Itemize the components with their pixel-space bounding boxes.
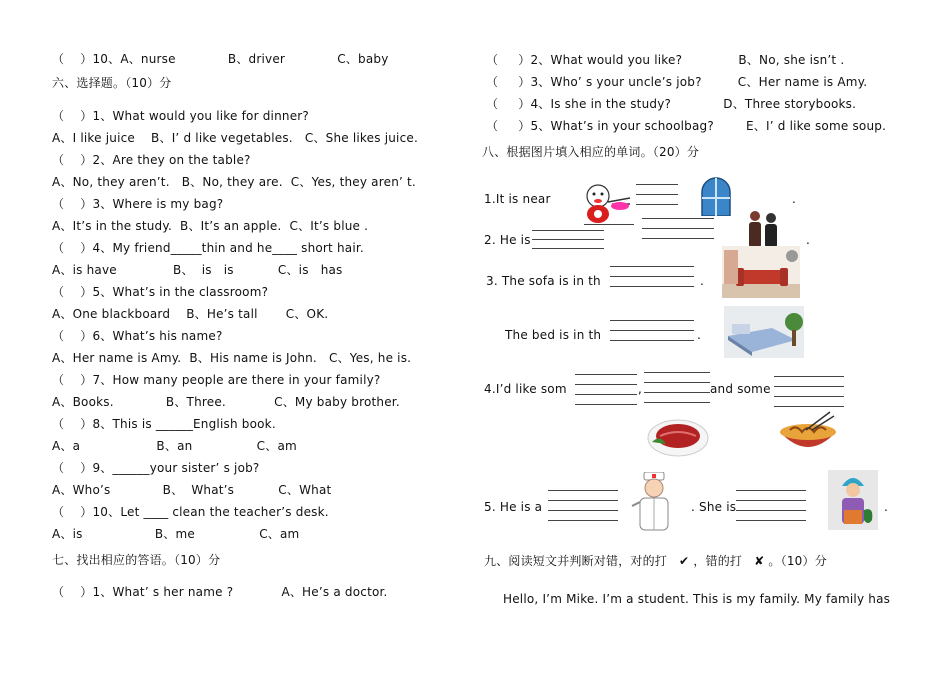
answer-line[interactable] (532, 248, 604, 249)
mc-q3: （ ）3、Where is my bag? (52, 197, 224, 211)
answer-line[interactable] (532, 230, 604, 231)
farmer-icon (828, 470, 878, 530)
mc-q5-options: A、One blackboard B、He’s tall C、OK. (52, 307, 329, 321)
fill-q4-and: and some (710, 382, 771, 396)
mc-q4: （ ）4、My friend_____thin and he____ short hair. (52, 241, 364, 255)
fill-q5-period: . (884, 500, 889, 514)
mc-q7-options: A、Books. B、Three. C、My baby brother. (52, 395, 400, 409)
section-7-title: 七、找出相应的答语。（10）分 (52, 553, 221, 567)
mc-q4-options: A、is have B、 is is C、is has (52, 263, 343, 277)
answer-line[interactable] (575, 404, 637, 405)
answer-line[interactable] (610, 320, 694, 321)
answer-line[interactable] (548, 490, 618, 491)
mc-q1: （ ）1、What would you like for dinner? (52, 109, 309, 123)
answer-line[interactable] (736, 510, 806, 511)
answer-line[interactable] (575, 374, 637, 375)
answer-line[interactable] (575, 384, 637, 385)
answer-line[interactable] (584, 224, 634, 225)
mc-q8-options: A、a B、an C、am (52, 439, 297, 453)
fill-q4-comma: , (638, 382, 643, 396)
mc-q10-options: A、is B、me C、am (52, 527, 300, 541)
answer-line[interactable] (610, 330, 694, 331)
chef-icon (578, 180, 634, 226)
people-icon (744, 208, 782, 248)
window-icon (700, 176, 732, 216)
answer-line[interactable] (548, 510, 618, 511)
fill-q1-text: 1.It is near (484, 192, 551, 206)
fill-q2-period: . (806, 233, 811, 247)
answer-line[interactable] (642, 238, 714, 239)
fill-q2-text: 2. He is (484, 233, 531, 247)
answer-line[interactable] (610, 266, 694, 267)
match-q3: （ ）3、Who’ s your uncle’s job? C、Her name is Amy. (486, 75, 868, 89)
mc-q10: （ ）10、Let ____ clean the teacher’s desk. (52, 505, 329, 519)
mc-q7: （ ）7、How many people are there in your family? (52, 373, 381, 387)
passage-text: Hello, I’m Mike. I’m a student. This is my family. My family has (503, 592, 891, 606)
answer-line[interactable] (548, 500, 618, 501)
mc-q2: （ ）2、Are they on the table? (52, 153, 251, 167)
living-room-icon (722, 246, 800, 298)
answer-line[interactable] (532, 239, 604, 240)
answer-line[interactable] (610, 276, 694, 277)
mc-q8: （ ）8、This is ______English book. (52, 417, 276, 431)
answer-line[interactable] (774, 396, 844, 397)
fill-q3b-period: . (697, 328, 702, 342)
q5-10-nurse: （ ）10、A、nurse B、driver C、baby (52, 52, 389, 66)
section-9-title: 九、阅读短文并判断对错，对的打 ✔ ，错的打 ✘ 。（10）分 (484, 554, 827, 568)
mc-q5: （ ）5、What’s in the classroom? (52, 285, 269, 299)
answer-line[interactable] (636, 204, 678, 205)
doctor-icon (628, 472, 680, 534)
fill-q3-text: 3. The sofa is in th (486, 274, 601, 288)
answer-line[interactable] (642, 218, 714, 219)
answer-line[interactable] (736, 500, 806, 501)
answer-line[interactable] (644, 382, 710, 383)
fill-q3-period: . (700, 274, 705, 288)
bedroom-icon (724, 306, 804, 358)
fill-q5b-text: . She is (691, 500, 737, 514)
section-8-title: 八、根据图片填入相应的单词。（20）分 (482, 145, 700, 159)
match-q5: （ ）5、What’s in your schoolbag? E、I’ d like some soup. (486, 119, 887, 133)
mc-q1-options: A、I like juice B、I’ d like vegetables. C、She likes juice. (52, 131, 418, 145)
answer-line[interactable] (644, 392, 710, 393)
fill-q1-period: . (792, 192, 797, 206)
answer-line[interactable] (774, 376, 844, 377)
mc-q9: （ ）9、______your sister’ s job? (52, 461, 260, 475)
match-q4: （ ）4、Is she in the study? D、Three storybooks. (486, 97, 857, 111)
answer-line[interactable] (774, 406, 844, 407)
answer-line[interactable] (644, 402, 710, 403)
match-q1: （ ）1、What’ s her name ? A、He’s a doctor. (52, 585, 388, 599)
section-6-title: 六、选择题。（10）分 (52, 76, 172, 90)
answer-line[interactable] (774, 386, 844, 387)
answer-line[interactable] (610, 286, 694, 287)
answer-line[interactable] (644, 372, 710, 373)
answer-line[interactable] (642, 228, 714, 229)
answer-line[interactable] (610, 340, 694, 341)
match-q2: （ ）2、What would you like? B、No, she isn’t . (486, 53, 845, 67)
answer-line[interactable] (575, 394, 637, 395)
beef-icon (646, 412, 710, 458)
fill-q5-text: 5. He is a (484, 500, 543, 514)
noodles-icon (776, 410, 840, 458)
mc-q6: （ ）6、What’s his name? (52, 329, 223, 343)
fill-q3b-text: The bed is in th (505, 328, 602, 342)
answer-line[interactable] (636, 184, 678, 185)
fill-q4-text: 4.I’d like som (484, 382, 567, 396)
mc-q2-options: A、No, they aren’t. B、No, they are. C、Yes, they aren’ t. (52, 175, 416, 189)
mc-q6-options: A、Her name is Amy. B、His name is John. C、Yes, he is. (52, 351, 412, 365)
answer-line[interactable] (548, 520, 618, 521)
answer-line[interactable] (736, 520, 806, 521)
answer-line[interactable] (736, 490, 806, 491)
mc-q9-options: A、Who’s B、 What’s C、What (52, 483, 332, 497)
mc-q3-options: A、It’s in the study. B、It’s an apple. C、It’s blue . (52, 219, 369, 233)
answer-line[interactable] (636, 194, 678, 195)
